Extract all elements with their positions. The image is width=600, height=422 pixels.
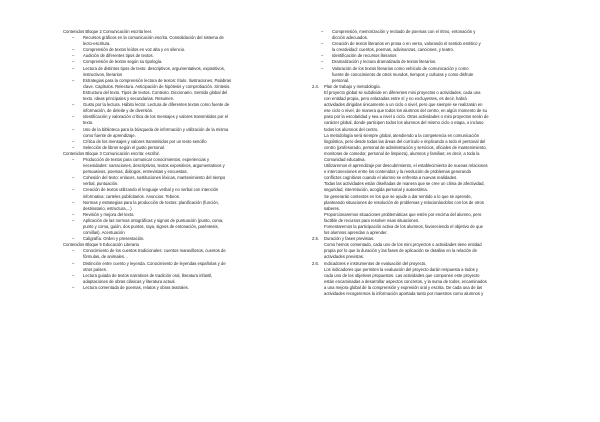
dash-bullet-icon: –	[321, 65, 324, 71]
paragraph-line: actividades previstas.	[324, 254, 365, 260]
bullet-text: Cohesión del texto: enlaces, sustituciones léxicas, mantenimiento del tiempo	[83, 175, 226, 181]
bullet-item	[63, 145, 299, 151]
bullet-continuation: destinatario, estructura,...)	[83, 205, 132, 211]
paragraph-line: Proporcionaremos situaciones problemáticas que estén por encima del alumno, pero	[324, 211, 482, 217]
dash-bullet-icon: –	[72, 260, 75, 266]
bullet-text: Caligrafía. Orden y presentación.	[83, 236, 145, 242]
section-title: Indicadores e instrumentos de evaluación del proyecto.	[324, 260, 427, 266]
bullet-text: Estrategias para la comprensión lectora de textos: título. Ilustraciones. Palabras	[83, 77, 232, 83]
dash-bullet-icon: –	[72, 217, 75, 223]
dash-bullet-icon: –	[72, 47, 75, 53]
bullet-continuation: informativa: carteles publicitarios. Anuncios. Tebeos.	[83, 193, 180, 199]
paragraph-line: Utilizaremos el aprendizaje por descubrimiento, el establecimiento de nuevas relaciones	[324, 163, 488, 169]
dash-bullet-icon: –	[72, 77, 75, 83]
bullet-item	[63, 78, 299, 84]
dash-bullet-icon: –	[72, 236, 75, 242]
paragraph-line: conflictos cognitivos cuando el alumno se enfrenta a nuevas realidades.	[324, 175, 458, 181]
dash-bullet-icon: –	[321, 59, 324, 65]
bullet-continuation: otros países.	[83, 266, 107, 272]
bullet-text: Lectura comentada de poemas, relatos y obras teatrales.	[83, 284, 189, 290]
bullet-item	[63, 127, 299, 133]
bullet-item	[63, 248, 299, 254]
bullet-continuation: comillas). Acentuación	[83, 230, 125, 236]
dash-bullet-icon: –	[72, 144, 75, 150]
bullet-item	[63, 102, 299, 108]
paragraph-line: los alumnos aprendan a aprender.	[324, 230, 388, 236]
bullet-text: Revisión y mejora del texto.	[83, 211, 135, 217]
bullet-continuation: información, de deleite y de diversión.	[83, 108, 154, 114]
paragraph-line: ese ciclo o nivel, de manera que todos los alumnos del centro, en algún momento de su	[324, 108, 487, 114]
numbered-heading	[312, 84, 557, 90]
dash-bullet-icon: –	[72, 156, 75, 162]
bullet-item	[63, 236, 299, 242]
bullet-continuation: texto.	[83, 120, 94, 126]
bullet-text: Lectura de distintos tipos de texto: descriptivos, argumentativos, expositivos,	[83, 65, 225, 71]
paragraph-line: centro (profesorado, personal de administración y servicios, oficiales de mantenimiento,	[324, 144, 487, 150]
bullet-text: Creación de textos utilizando el lenguaje verbal y no verbal con intención	[83, 187, 219, 193]
dash-bullet-icon: –	[72, 35, 75, 41]
paragraph-line: Como hemos comentado, cada uno de los mini proyectos o actividades tiene entidad	[324, 242, 482, 248]
paragraph-line: Se generarán contextos en los que se ayude a dar sentido a lo que se aprende,	[324, 193, 472, 199]
bullet-continuation: fuente de conocimiento de otros mundos, tiempos y culturas y como disfrute	[332, 71, 474, 77]
bullet-continuation: dicción adecuados.	[332, 35, 368, 41]
bullet-text: Gusto por la lectura. Hábito lector. Lectura de diferentes textos como fuente de	[83, 102, 230, 108]
paragraph-line: lingüística, pero desde todas las áreas del currículo e implicando a todo el personal del	[324, 138, 486, 144]
bullet-text: Identificación de recursos literarios	[332, 53, 397, 59]
bullet-text: Valoración de los textos literarios como vehículo de comunicación y como	[332, 65, 469, 71]
dash-bullet-icon: –	[72, 114, 75, 120]
paragraph-line: Todas las actividades están diseñadas de manera que se cree un clima de afectividad,	[324, 181, 485, 187]
bullet-text: Comprensión, memorización y recitado de poemas con el ritmo, entonación y	[332, 29, 476, 34]
paragraph-line: paso por la escolaridad y sea a nivel o ciclo. Otras actividades o mini proyectos serán de	[324, 114, 489, 120]
bullet-text: Dramatización y lectura dramatizada de textos literarios.	[332, 59, 437, 65]
paragraph-line: monitoras de comedor, personal de limpieza), alumnos y familias; es decir, a toda la	[324, 150, 480, 156]
bullet-text: Identificación y valoración crítica de los mensajes y valores transmitidos por el	[83, 114, 228, 120]
dash-bullet-icon: –	[321, 53, 324, 59]
bullet-continuation: verbal, puntuación.	[83, 181, 119, 187]
bullet-text: Recursos gráficos en la comunicación escrita. Consolidación del sistema de	[83, 35, 224, 41]
bullet-item	[63, 175, 299, 181]
bullet-item	[63, 66, 299, 72]
bullet-text: Normas y estrategias para la producción de textos: planificación (función,	[83, 199, 219, 205]
paragraph-line: Comunidad educativa.	[324, 156, 366, 162]
bullet-continuation: clave. Capítulos. Relectura. Anticipación de hipótesis y comprobación. Síntesis.	[83, 83, 231, 89]
bullet-text: Aplicación de las normas ortográficas y signos de puntuación (punto, coma,	[83, 217, 224, 223]
paragraph-line: todos los alumnos del centro.	[324, 126, 379, 132]
paragraph-line: a una mejora global de la comprensión y expresión oral y escrita. De cada una de las	[324, 284, 483, 290]
bullet-text: Creación de textos literarios en prosa o en verso, valorando el sentido estético y	[332, 41, 481, 47]
section-title: Duración y fases previstas.	[324, 236, 375, 242]
bullet-continuation: persuasivos, poemas, diálogos, entrevistas y encuestas.	[83, 169, 188, 175]
bullet-continuation: lecto-escritura.	[83, 41, 111, 47]
bullet-item	[63, 285, 299, 291]
right-column	[312, 29, 557, 297]
bullet-item	[63, 35, 299, 41]
bullet-text: Conocimiento de los cuentos tradicionales: cuentos maravillosos, cuentos de	[83, 248, 226, 254]
paragraph-line: con entidad propia, pero enlazadas entre sí y no excluyentes, es decir, habrá	[324, 96, 467, 102]
bullet-text: Lectura guiada de textos narrativos de tradición oral, literatura infantil,	[83, 272, 213, 278]
bullet-item	[63, 114, 299, 120]
paragraph-line: planteando situaciones de resolución de problemas y relacionándolos con los de otros	[324, 199, 484, 205]
dash-bullet-icon: –	[72, 175, 75, 181]
bullet-text: Uso de la biblioteca para la búsqueda de información y utilización de la misma	[83, 126, 229, 132]
bullet-continuation: como fuente de aprendizaje.	[83, 132, 136, 138]
bullet-item	[63, 187, 299, 193]
bullet-continuation: necesidades: narraciones, descriptivos, textos expositivos, argumentativos y	[83, 163, 225, 169]
section-heading: Contenidos Bloque 5 Educación Literaria	[63, 242, 139, 248]
dash-bullet-icon: –	[72, 59, 75, 65]
dash-bullet-icon: –	[72, 248, 75, 254]
paragraph-line: e interconexiones entre los contenidos y la resolución de problemas generando	[324, 169, 472, 175]
paragraph-line: El proyecto global se subdivide en diferentes mini proyectos o actividades, cada una	[324, 89, 481, 95]
bullet-text: Crítica de los mensajes y valores transmitidos por un texto sencillo	[83, 138, 207, 144]
dash-bullet-icon: –	[321, 29, 324, 34]
bullet-item	[63, 218, 299, 224]
bullet-continuation: adaptaciones de obras clásicas y literatura actual.	[83, 278, 176, 284]
section-number: 2.6.	[312, 260, 319, 266]
dash-bullet-icon: –	[72, 65, 75, 71]
numbered-heading	[312, 236, 557, 242]
section-number: 2.5.	[312, 236, 319, 242]
bullet-item	[63, 200, 299, 206]
dash-bullet-icon: –	[72, 211, 75, 217]
bullet-item	[312, 29, 557, 35]
bullet-text: Comprensión de textos leídos en voz alta y en silencio.	[83, 47, 186, 53]
bullet-continuation: personal.	[332, 77, 350, 83]
bullet-item	[63, 261, 299, 267]
bullet-text: Comprensión de textos según su tipología.	[83, 59, 163, 65]
paragraph-line: La metodología será siempre global, atendiendo a la competencia en comunicación	[324, 132, 480, 138]
paragraph-line: cada uno de los objetivos propuestos. Las actividades que componen este proyecto	[324, 272, 480, 278]
bullet-item	[63, 273, 299, 279]
bullet-item	[63, 157, 299, 163]
dash-bullet-icon: –	[72, 199, 75, 205]
bullet-continuation: instructivos, literarios	[83, 71, 123, 77]
section-title: Plan de trabajo y metodología.	[324, 83, 381, 89]
dash-bullet-icon: –	[72, 187, 75, 193]
bullet-continuation: Estructura del texto. Tipos de textos. Contexto. Diccionario. Sentido global del	[83, 89, 228, 95]
dash-bullet-icon: –	[72, 284, 75, 290]
section-number: 2.4.	[312, 83, 319, 89]
bullet-continuation: texto. Ideas principales y secundarias. Resumen.	[83, 96, 175, 102]
dash-bullet-icon: –	[321, 41, 324, 47]
dash-bullet-icon: –	[72, 272, 75, 278]
paragraph-line: están encaminadas a desarrollar aspectos concretos, y la suma de todos, encaminados	[324, 278, 487, 284]
dash-bullet-icon: –	[72, 53, 75, 59]
paragraph-line: actividades recogeremos la información aportada tanto por maestros como alumnos y	[324, 291, 484, 297]
left-column	[63, 29, 299, 291]
paragraph-line: seguridad, interrelación, acogida personal y autoestima.	[324, 187, 428, 193]
bullet-text: Producción de textos para comunicar conocimientos, experiencias y	[83, 156, 210, 162]
bullet-text: Selección de libros según el gusto personal.	[83, 144, 165, 150]
paragraph-line: propia por lo que la duración y las fases de aplicación se detallan en la relación de	[324, 248, 477, 254]
dash-bullet-icon: –	[72, 102, 75, 108]
bullet-continuation: fórmulas, de animales…	[83, 254, 129, 260]
dash-bullet-icon: –	[72, 126, 75, 132]
paragraph-line: actividades dirigidas únicamente a un ciclo o nivel, pero que siempre se realizarán en	[324, 102, 483, 108]
bullet-item	[312, 66, 557, 72]
section-heading: Contenidos Bloque 2 Comunicación escrita leer.	[63, 29, 153, 34]
bullet-continuation: la creatividad: cuentos, poemas, adivinanzas, canciones, y teatro.	[332, 47, 454, 53]
paragraph-line: factible de recursos para resolver esas situaciones.	[324, 217, 420, 223]
bullet-text: Audición de diferentes tipos de textos.	[83, 53, 154, 59]
bullet-item	[312, 41, 557, 47]
paragraph-line: Los indicadores que permiten la evaluación del proyecto darán respuesta a todos y	[324, 266, 479, 272]
paragraph-line: Fomentaremos la participación activa de los alumnos, favoreciendo el objetivo de que	[324, 224, 483, 229]
bullet-text: Distinción entre cuento y leyenda. Conocimiento de leyendas españolas y de	[83, 260, 226, 266]
dash-bullet-icon: –	[72, 138, 75, 144]
section-heading: Contenidos Bloque 3 Comunicación escrita: escribir.	[63, 150, 160, 156]
paragraph-line: carácter global, donde participen todos los alumnos del mismo ciclo o etapa, o incluso	[324, 120, 484, 126]
paragraph-line: saberes.	[324, 205, 341, 211]
numbered-heading	[312, 261, 557, 267]
bullet-continuation: punto y coma, guión, dos puntos, raya, signos de entonación, paréntesis,	[83, 224, 219, 229]
